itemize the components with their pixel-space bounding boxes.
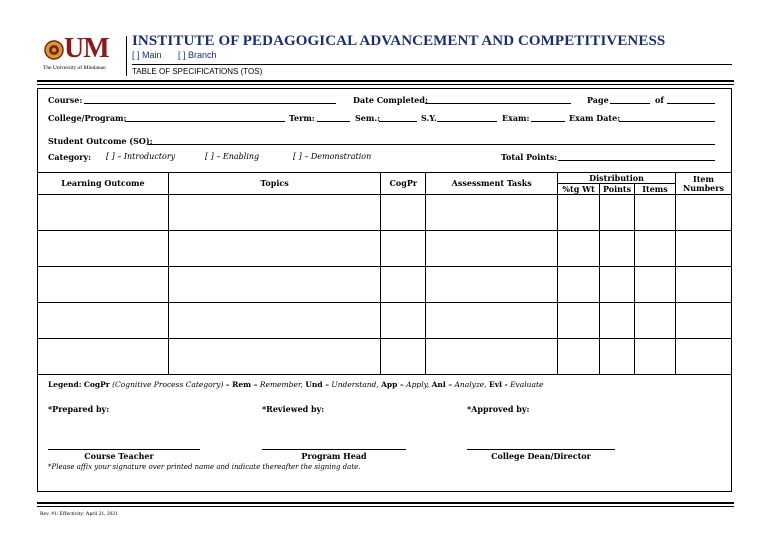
form-title: TABLE OF SPECIFICATIONS (TOS) <box>132 67 263 76</box>
legend-anl-desc: Analyze, <box>454 380 487 389</box>
points-cell[interactable] <box>600 303 635 339</box>
dean-signature-line[interactable] <box>467 449 615 450</box>
date-completed-label: Date Completed: <box>353 95 428 105</box>
total-points-label: Total Points: <box>501 152 558 162</box>
table-row <box>38 303 732 339</box>
items-cell[interactable] <box>635 231 676 267</box>
signature-note: *Please affix your signature over printed name and indicate thereafter the signing date. <box>48 463 361 471</box>
term-field[interactable] <box>317 121 350 122</box>
category-demonstration-option[interactable]: [ ] – Demonstration <box>293 152 372 161</box>
legend-anl: Anl – <box>431 380 453 389</box>
cogpr-cell[interactable] <box>381 231 426 267</box>
table-row <box>38 267 732 303</box>
total-points-field[interactable] <box>558 160 715 161</box>
legend-und: Und – <box>305 380 329 389</box>
topics-cell[interactable] <box>168 231 381 267</box>
topics-header: Topics <box>168 173 381 195</box>
campus-main-checkbox[interactable]: [ ] Main <box>132 50 162 60</box>
assessment-tasks-header: Assessment Tasks <box>426 173 558 195</box>
cogpr-cell[interactable] <box>381 303 426 339</box>
category-label: Category: <box>48 152 92 162</box>
item-numbers-header-line1: Item <box>692 173 714 184</box>
category-introductory-option[interactable]: [ ] – Introductory <box>106 152 176 161</box>
item-numbers-header-line2: Numbers <box>682 182 724 193</box>
learning-outcome-cell[interactable] <box>38 231 169 267</box>
date-completed-field[interactable] <box>425 103 571 104</box>
legend-app-desc: Apply, <box>406 380 430 389</box>
reviewed-by-label: *Reviewed by: <box>262 404 325 414</box>
tos-table <box>37 172 732 375</box>
cogpr-cell[interactable] <box>381 339 426 375</box>
exam-date-field[interactable] <box>619 121 715 122</box>
pct-weight-cell[interactable] <box>558 231 600 267</box>
dean-label: College Dean/Director <box>491 451 591 461</box>
points-cell[interactable] <box>600 195 635 231</box>
page-label: Page <box>587 95 609 105</box>
pct-weight-cell[interactable] <box>558 195 600 231</box>
learning-outcome-cell[interactable] <box>38 303 169 339</box>
assessment-cell[interactable] <box>426 339 558 375</box>
topics-cell[interactable] <box>168 339 381 375</box>
assessment-cell[interactable] <box>426 231 558 267</box>
student-outcome-label: Student Outcome (SO): <box>48 136 153 146</box>
college-field[interactable] <box>125 121 285 122</box>
exam-date-label: Exam Date: <box>569 113 621 123</box>
program-head-signature-line[interactable] <box>262 449 406 450</box>
program-head-label: Program Head <box>301 451 367 461</box>
sem-field[interactable] <box>379 121 417 122</box>
footer-rule-thin <box>37 506 734 507</box>
item-numbers-cell[interactable] <box>675 339 731 375</box>
college-label: College/Program: <box>48 113 127 123</box>
legend-cogpr: CogPr <box>83 380 110 389</box>
university-logo: UM <box>64 33 109 64</box>
table-row <box>38 195 732 231</box>
table-row <box>38 231 732 267</box>
legend-label: Legend: <box>48 380 82 389</box>
cogpr-header: CogPr <box>381 173 426 195</box>
pct-weight-cell[interactable] <box>558 339 600 375</box>
revision-note: Rev. #1/ Effectivity: April 21, 2021 <box>40 511 118 517</box>
student-outcome-field[interactable] <box>148 144 715 145</box>
institute-title: INSTITUTE OF PEDAGOGICAL ADVANCEMENT AND COMPETITIVENESS <box>132 33 666 49</box>
course-teacher-signature-line[interactable] <box>48 449 200 450</box>
legend <box>48 380 543 389</box>
of-label: of <box>655 95 664 105</box>
learning-outcome-cell[interactable] <box>38 339 169 375</box>
legend-evl-desc: Evaluate <box>510 380 544 389</box>
title-rule <box>132 64 732 65</box>
item-numbers-header <box>675 173 731 195</box>
course-field[interactable] <box>84 103 336 104</box>
table-row <box>38 339 732 375</box>
header-rule-thick <box>37 80 734 82</box>
items-cell[interactable] <box>635 267 676 303</box>
page-total-field[interactable] <box>667 103 715 104</box>
sy-field[interactable] <box>437 121 497 122</box>
page-field[interactable] <box>610 103 650 104</box>
cogpr-cell[interactable] <box>381 267 426 303</box>
points-cell[interactable] <box>600 267 635 303</box>
learning-outcome-cell[interactable] <box>38 195 169 231</box>
legend-rem: – Rem – <box>225 380 258 389</box>
points-cell[interactable] <box>600 231 635 267</box>
item-numbers-cell[interactable] <box>675 303 731 339</box>
course-teacher-label: Course Teacher <box>84 451 154 461</box>
legend-und-desc: Understand, <box>331 380 379 389</box>
sem-label: Sem.: <box>355 113 381 123</box>
campus-options <box>132 50 231 60</box>
learning-outcome-header: Learning Outcome <box>38 173 169 195</box>
category-enabling-option[interactable]: [ ] – Enabling <box>205 152 260 161</box>
legend-cogpr-desc: (Cognitive Process Category) <box>112 380 224 389</box>
footer-rule-thick <box>37 502 734 504</box>
header-rule-thin <box>37 84 734 85</box>
pct-weight-header: %tg Wt <box>558 184 600 195</box>
distribution-header: Distribution <box>558 173 676 184</box>
items-cell[interactable] <box>635 195 676 231</box>
topics-cell[interactable] <box>168 303 381 339</box>
item-numbers-cell[interactable] <box>675 195 731 231</box>
pct-weight-cell[interactable] <box>558 267 600 303</box>
logo-caption: The University of Mindanao <box>43 65 106 71</box>
learning-outcome-cell[interactable] <box>38 267 169 303</box>
exam-field[interactable] <box>531 121 565 122</box>
pct-weight-cell[interactable] <box>558 303 600 339</box>
header-divider <box>126 36 127 76</box>
sy-label: S.Y. <box>421 113 437 123</box>
items-cell[interactable] <box>635 303 676 339</box>
item-numbers-cell[interactable] <box>675 267 731 303</box>
approved-by-label: *Approved by: <box>467 404 530 414</box>
assessment-cell[interactable] <box>426 267 558 303</box>
prepared-by-label: *Prepared by: <box>48 404 110 414</box>
campus-branch-checkbox[interactable]: [ ] Branch <box>178 50 217 60</box>
legend-rem-desc: Remember, <box>259 380 303 389</box>
assessment-cell[interactable] <box>426 195 558 231</box>
points-cell[interactable] <box>600 339 635 375</box>
university-seal-icon <box>43 40 65 60</box>
exam-label: Exam: <box>502 113 530 123</box>
legend-evl: Evl - <box>489 380 508 389</box>
assessment-cell[interactable] <box>426 303 558 339</box>
course-label: Course: <box>48 95 83 105</box>
items-cell[interactable] <box>635 339 676 375</box>
term-label: Term: <box>289 113 315 123</box>
topics-cell[interactable] <box>168 195 381 231</box>
topics-cell[interactable] <box>168 267 381 303</box>
cogpr-cell[interactable] <box>381 195 426 231</box>
item-numbers-cell[interactable] <box>675 231 731 267</box>
points-header: Points <box>600 184 635 195</box>
items-header: Items <box>635 184 676 195</box>
legend-app: App – <box>381 380 404 389</box>
